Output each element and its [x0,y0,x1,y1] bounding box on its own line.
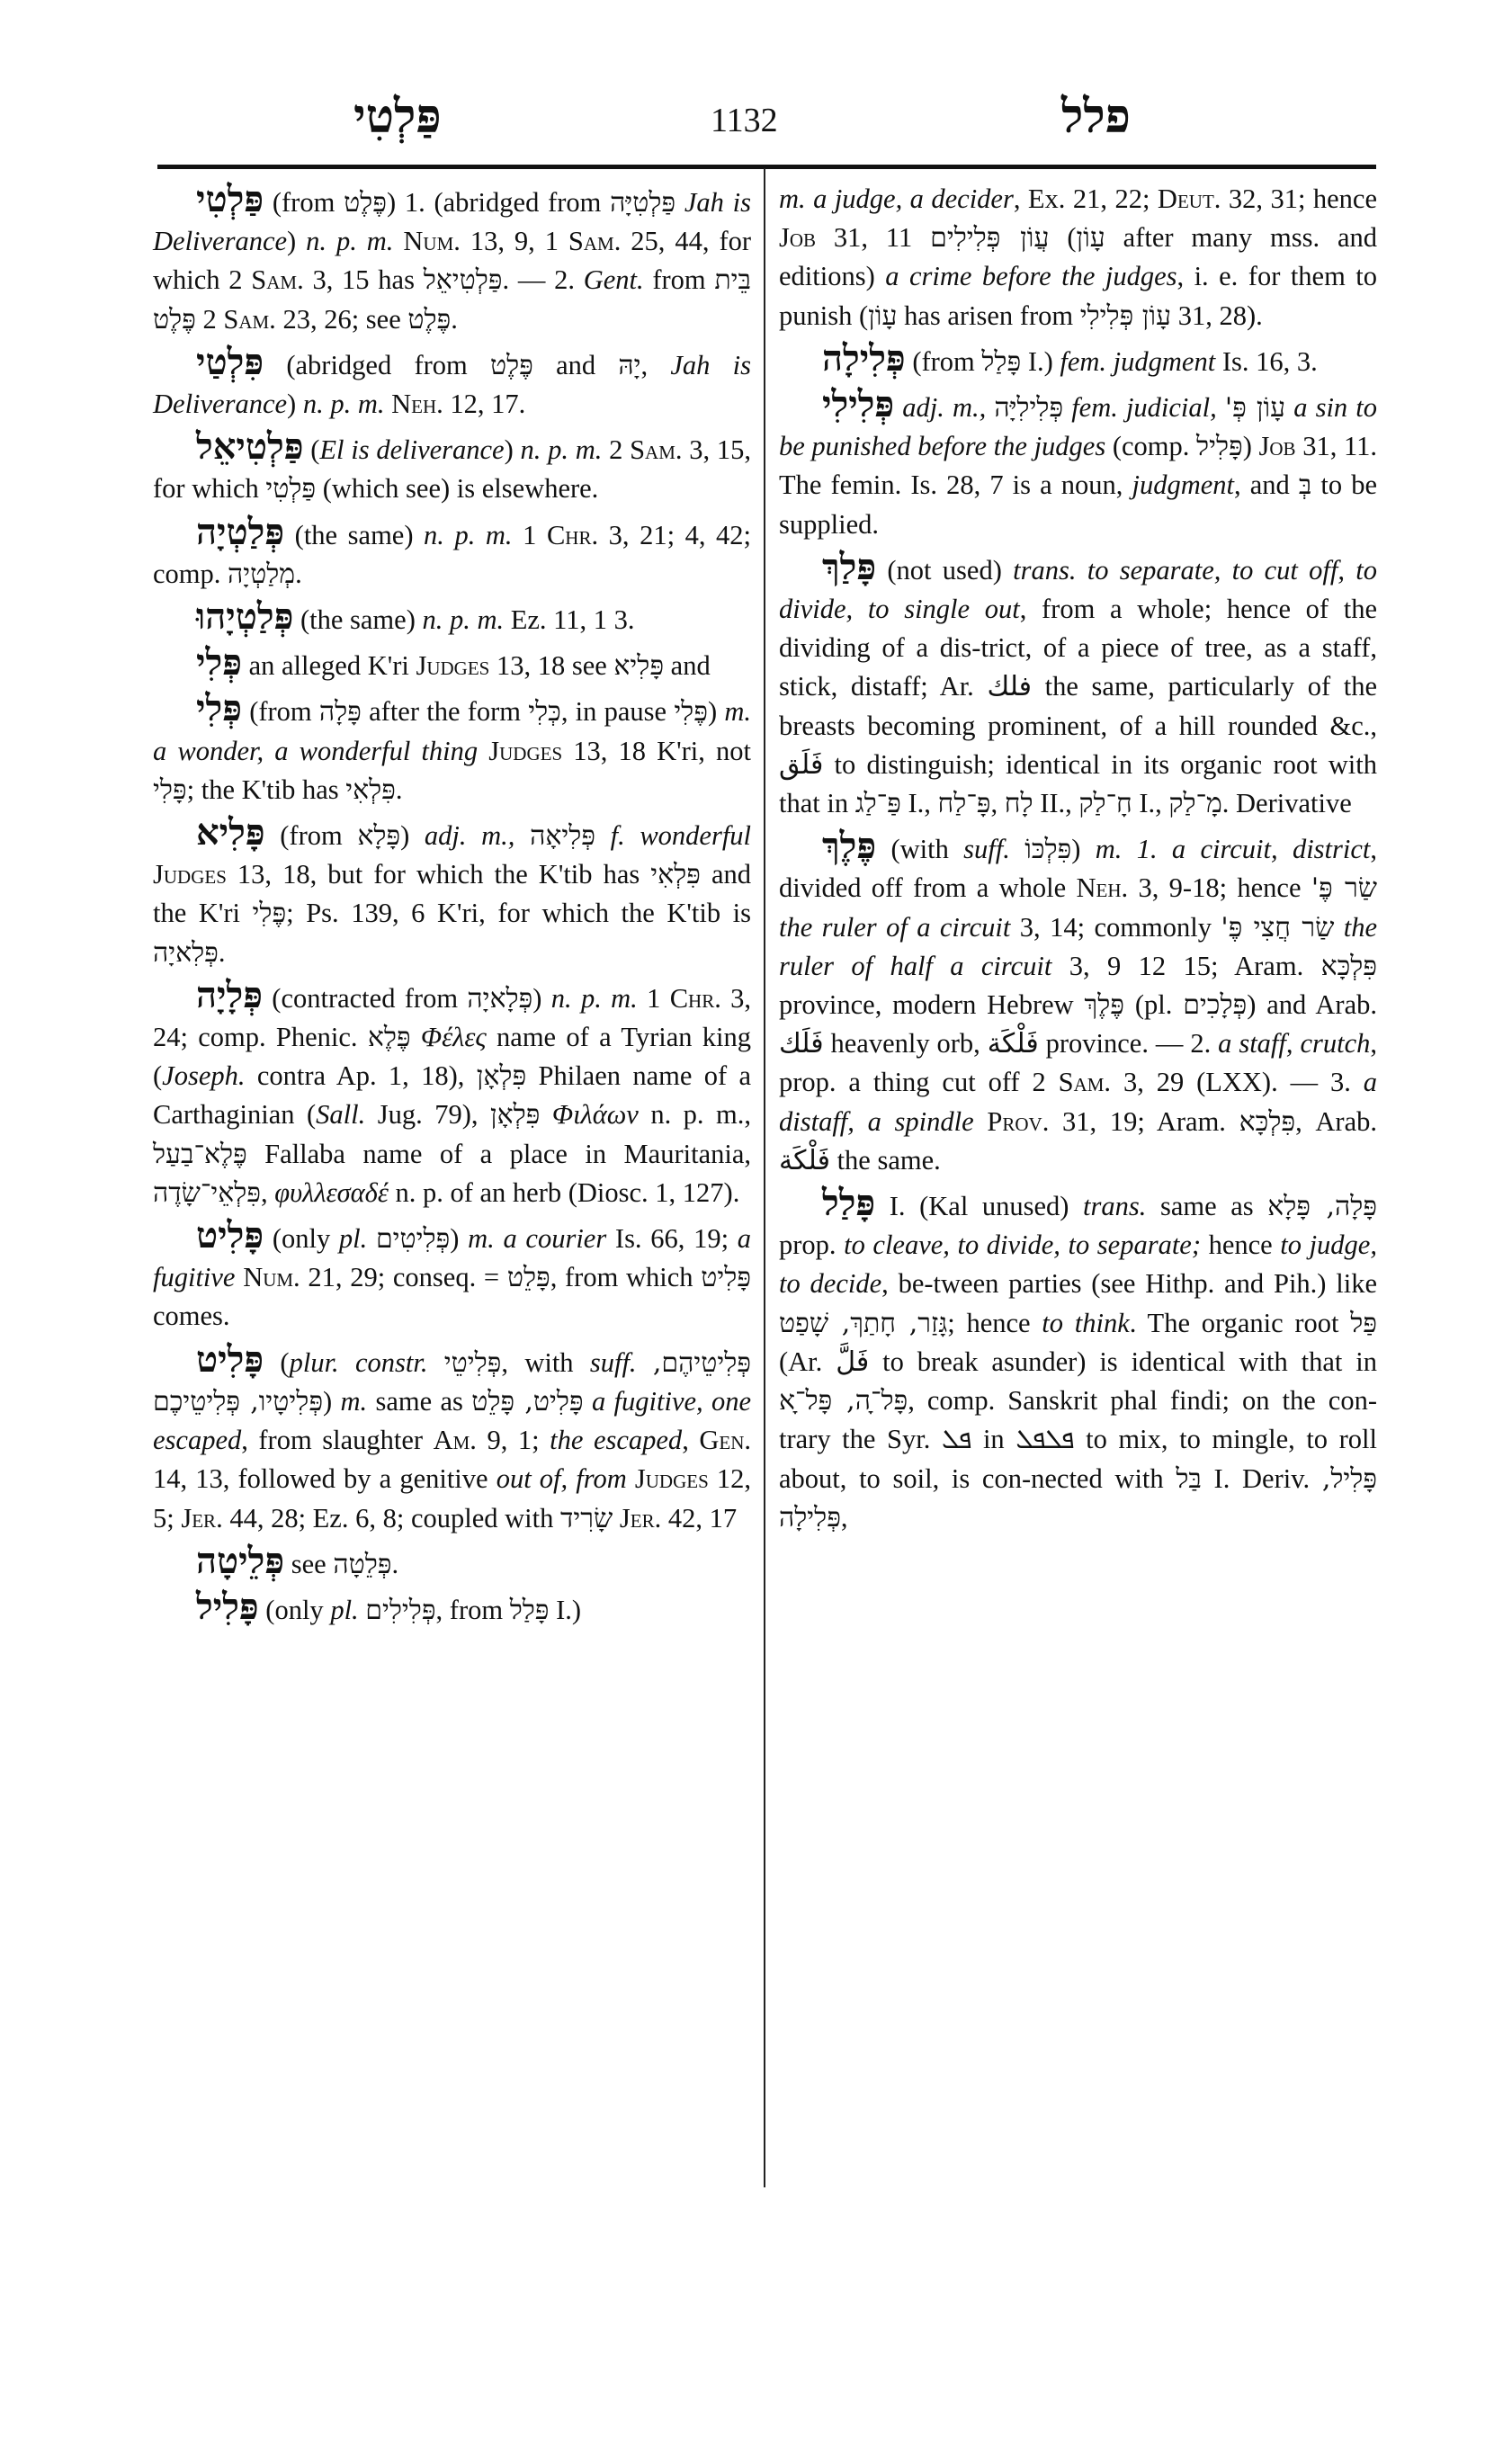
italic-gloss: a staff, crutch [1218,1028,1371,1060]
italic-gloss: n. p. m. [424,519,513,550]
italic-gloss: Jah is Deliverance [153,187,751,257]
italic-gloss: judgment [1132,469,1234,501]
italic-gloss: m. a judge, a decider [779,183,1014,214]
hebrew-word: פְּלִיטֵי [443,1346,502,1379]
hebrew-word: פֶּלֶךְ [1084,989,1125,1022]
italic-gloss: fem. judicial, [1071,392,1217,424]
hebrew-word: פֶּלֶט [344,187,387,219]
hebrew-word: עָוֹן פְּלִילִי [1079,300,1172,332]
italic-gloss: Jah is Deliverance [153,349,751,420]
italic-gloss: adj. m., [424,820,515,852]
hebrew-word: חָ־לַק [1078,788,1132,820]
hebrew-word: פַּלְטִיאֵל [423,264,503,297]
dictionary-entry: פְּלִי (from פָּלָה after the form כְּלִי, in pause פֶּלִי) m. a wonder, a wonderful thing Judges 13, 18 K'ri, not פָּלִי; the K'tib has פִּלְאִי. [153,687,752,806]
italic-gloss: trans. to separate, to cut off, to divide, to single out [779,554,1377,625]
book-reference: Sam. [568,226,622,257]
headword: פָּלִיא [196,811,265,854]
hebrew-word: פִּלְכָּא [1320,950,1377,982]
headword: פִּלְטַי [196,340,264,383]
dictionary-entry: פָּלִיא (from פָּלָא) adj. m., פְּלִיאָה f. wonderful Judges 13, 18, but for which the K'tib has פִּלְאִי and the K'ri פֶּלִי; Ps. 139, 6 K'ri, for which the K'tib is פְּלִאיָה. [153,811,752,969]
hebrew-word: פֶּלֶט [407,303,452,335]
hebrew-word: לָח [1004,788,1033,820]
hebrew-word: פִּלְאִי [345,773,396,806]
italic-gloss: plur. constr. [289,1346,428,1378]
dictionary-entry: פְּלָיָה (contracted from פְּלָאיָה) n. p. m. 1 Chr. 3, 24; comp. Phenic. פֶּלֶא Φέλες name of a Tyrian king (Joseph. contra Ap. 1, 18), פִּלְאָן Philaen name of a Carthaginian (Sall. Jug. 79), פִּלְאָן Φιλάων n. p. m., פֶּלֶא־בַעַל Fallaba name of a place in Mauritania, פִּלְאֵי־שָׂדֶה, φυλλεσαδέ n. p. of an herb (Diosc. 1, 127). [153,973,752,1209]
hebrew-word: פָּלָא [357,820,401,853]
hebrew-word: פִּלְאָן [476,1060,527,1093]
book-reference: Judges [153,859,227,890]
headword: פָּלַל [822,1182,876,1225]
dictionary-entry: פָּלַל I. (Kal unused) trans. same as פָּלָה, פָּלָא prop. to cleave, to divide, to separate; hence to judge, to decide, be-tween parties (see Hithp. and Pih.) like גָּזַר, חָתַךְ, שָׁפַט; hence to think. The organic root פַּל (Ar. فَلَّ to break asunder) is identical with that in פָּל־ָה, פָּל־ָא, comp. Sanskrit phal findi; on the con-trary the Syr. ܦܠ in ܦܠܦܠ to mix, to mingle, to roll about, to soil, is con-nected with בַּל I. Deriv. פָּלִיל, פְּלִילָה, [779,1182,1378,1533]
book-reference: Num. [403,226,461,257]
hebrew-word: פִּלְאֵי־שָׂדֶה [153,1176,262,1209]
hebrew-word: מְלַטְיָה [228,558,296,590]
hebrew-word: עָוֹן [868,300,898,332]
headword: פְּלִי [196,687,242,730]
dictionary-entry: פָּלִיט (only pl. פְּלִיטִים) m. a courier Is. 66, 19; a fugitive Num. 21, 29; conseq. = פָּלֵט, from which פָּלִיט comes. [153,1214,752,1332]
hebrew-word: פָּלִי [153,773,187,806]
hebrew-word: פִּלְאִי [650,859,701,891]
hebrew-word: פִּלְאָן [489,1099,541,1131]
italic-gloss: to cleave, to divide, to separate; [844,1229,1202,1261]
book-reference: Chr. [669,982,721,1014]
italic-gloss: the ruler of half a circuit [779,911,1377,981]
hebrew-word: פַּל [1350,1307,1377,1339]
hebrew-word: עָוֹן פְּ' [1224,392,1286,425]
italic-gloss: suff. [589,1346,637,1378]
italic-gloss: a crime before the judges [885,261,1177,292]
book-reference: Job [1258,431,1296,462]
book-reference: Sam. [223,303,276,335]
arabic-word: فَلْكَة [779,1144,830,1176]
left-column [153,180,751,1633]
book-reference: Gen. [699,1425,752,1456]
header-rule [157,165,1376,169]
hebrew-word: כְּלִי [528,696,561,729]
dictionary-entry: פַּלְטִיאֵל (El is deliverance) n. p. m. 2 Sam. 3, 15, for which פַּלְטִי (which see) is elsewhere. [153,425,751,505]
italic-gloss: a fugitive, one escaped [153,1385,752,1456]
hebrew-word: פְּלִיטֵיהֶם, פְּלִיטָיו, פְּלִיטֵיכֶם [153,1346,751,1417]
headword: פְּלֵיטָה [196,1539,285,1582]
italic-gloss: out of, from [496,1463,627,1495]
headword: פְּלָיָה [196,973,263,1016]
italic-gloss: f. wonderful [610,820,752,852]
column-divider [764,168,765,2187]
dictionary-entry: פָּלִיל (only pl. פְּלִילִים, from פָּלַל I.) [196,1585,582,1628]
dictionary-entry: פָּלַךְ (not used) trans. to separate, to cut off, to divide, to single out, from a whole; hence of the dividing of a dis-trict, of a piece of tree, as a staff, stick, distaff; Ar. فلك the same, particularly of the breasts becoming prominent, of a hill rounded &c., فَلَق to distinguish; identical in its organic root with that in פַּ־לַג I., פָּ־לַח, לָח II., חָ־לַק I., מָ־לַק. Derivative [779,545,1377,820]
hebrew-word: גָּזַר, חָתַךְ, שָׁפַט [779,1307,948,1339]
right-guide-word: פלל [1061,89,1131,144]
book-reference: Jer. [181,1502,223,1533]
right-column [779,180,1377,1541]
hebrew-word: פָּלַל [981,345,1022,378]
headword: פָּלִיל [196,1585,259,1628]
headword: פָּלִיט [196,1214,264,1257]
hebrew-word: פַּלְטִיָּה [610,187,676,219]
hebrew-word: פָּלִיל [1196,431,1243,463]
hebrew-word: פְּלִיאָה [530,820,595,853]
italic-gloss: n. p. m. [550,982,638,1014]
page-number: 1132 [711,102,778,139]
book-reference: Sam. [630,434,683,466]
arabic-word: فَلَّ [836,1346,870,1378]
italic-gloss: m. a courier [468,1223,607,1255]
hebrew-word: פָּלִיא [613,650,665,683]
hebrew-word: בַּל [1176,1462,1202,1495]
hebrew-word: פַּ־לַג [854,788,901,820]
italic-gloss: the escaped [550,1425,683,1456]
hebrew-word: שָׂרִיד [559,1502,613,1534]
italic-gloss: suff. [963,834,1010,865]
hebrew-word: פֶּלִי [252,898,287,930]
arabic-word: فَلْكَة [987,1028,1039,1060]
hebrew-word: פִּלְכָּא [1239,1105,1296,1138]
book-reference: Jer. [619,1502,662,1533]
italic-gloss: n. p. m. [306,226,394,257]
hebrew-word: פַּלְטִי [265,473,317,505]
hebrew-word: יָהּ [618,349,641,381]
italic-gloss: Gent. [583,264,644,296]
arabic-word: ܦܠܦܠ [1015,1424,1075,1456]
dictionary-entry: פַּלְטִי (from פֶּלֶט) 1. (abridged from פַּלְטִיָּה Jah is Deliverance) n. p. m. Num. 13, 9, 1 Sam. 25, 44, for which 2 Sam. 3, 15 has פַּלְטִיאֵל. — 2. Gent. from בֵּית פֶּלֶט 2 Sam. 23, 26; see פֶּלֶט. [153,178,752,335]
headword: פַּלְטִיאֵל [196,425,304,469]
hebrew-word: פְּלִאיָה [153,936,219,969]
dictionary-entry-continued: m. a judge, a decider, Ex. 21, 22; Deut. 32, 31; hence Job 31, 11 עֲוֹן פְּלִילִים (עָוֹן after many mss. and editions) a crime before the judges, i. e. for them to punish (עָוֹן has arisen from עָוֹן פְּלִילִי 31, 28). [779,183,1377,332]
hebrew-word: פְּלִילִיָּה [994,392,1064,425]
book-reference: Neh. [391,389,443,420]
italic-gloss: the ruler of a circuit [779,911,1011,943]
hebrew-word: פְּלִילִים [365,1594,436,1626]
hebrew-word: פְּלֵטָה [333,1548,392,1580]
italic-gloss: Φέλες [420,1022,487,1053]
dictionary-entry: פְּלִילָה (from פָּלַל I.) fem. judgment Is. 16, 3. [822,336,1318,380]
dictionary-entry: פִּלְטַי (abridged from פֶּלֶט and יָהּ, Jah is Deliverance) n. p. m. Neh. 12, 17. [153,340,751,420]
headword: פָּלַךְ [822,545,877,588]
italic-gloss: pl. [330,1594,359,1625]
hebrew-word: פֶּלֶט [489,349,533,381]
italic-gloss: Φιλάων [551,1099,639,1131]
italic-gloss: a fugitive [153,1223,751,1293]
hebrew-word: פָּלַל [509,1594,550,1626]
book-reference: Judges [416,650,490,682]
book-reference: Neh. [1076,872,1129,904]
hebrew-word: מָ־לַק [1168,788,1222,820]
hebrew-word: פָּלִיט, פָּלֵט [471,1385,584,1417]
italic-gloss: Sall. [316,1099,366,1131]
dictionary-entry: פְּלֵיטָה see פְּלֵטָה. [196,1539,399,1582]
headword: פְּלַטְיָה [196,510,285,553]
italic-gloss: φυλλεσαδέ [274,1176,389,1208]
left-guide-word: פַּלְטִי [353,89,442,144]
book-reference: Prov. [987,1105,1050,1137]
running-header [157,85,1376,148]
hebrew-word: פָּלָה [318,696,362,729]
hebrew-word: פְּלָאיָה [467,982,533,1015]
italic-gloss: m. a wonder, a wonderful thing [153,696,751,766]
italic-gloss: m. 1. a circuit, district [1095,834,1371,865]
book-reference: Job [779,222,817,254]
hebrew-word: עֲוֹן פְּלִילִים [930,222,1050,255]
book-reference: Am. [433,1425,477,1456]
italic-gloss: m. [340,1385,368,1417]
dictionary-entry: פָּלִיט (plur. constr. פְּלִיטֵי, with suff. פְּלִיטֵיהֶם, פְּלִיטָיו, פְּלִיטֵיכֶם) m. same as פָּלִיט, פָּלֵט a fugitive, one escaped, from slaughter Am. 9, 1; the escaped, Gen. 14, 13, followed by a genitive out of, from Judges 12, 5; Jer. 44, 28; Ez. 6, 8; coupled with שָׂרִיד Jer. 42, 17 [153,1337,752,1534]
italic-gloss: a distaff, a spindle [779,1067,1378,1137]
headword: פְּלִילָה [822,336,906,380]
headword: פָּלִיט [196,1337,264,1381]
dictionary-entry: פְּלַטְיָה (the same) n. p. m. 1 Chr. 3, 21; 4, 42; comp. מְלַטְיָה. [153,510,752,590]
hebrew-word: פְּלָכִים [1183,989,1248,1022]
italic-gloss: a sin to be punished before the judges [779,392,1377,462]
hebrew-word: פְּלִיטִים [375,1223,451,1256]
book-reference: Sam. [251,264,304,296]
italic-gloss: to judge, to decide [779,1229,1377,1300]
hebrew-word: פָּלָה, פָּלָא [1267,1191,1377,1223]
italic-gloss: to think [1042,1307,1130,1338]
italic-gloss: adj. m., [902,392,987,424]
book-reference: Deut. [1157,183,1221,214]
italic-gloss: n. p. m. [520,434,603,466]
hebrew-word: בֵּית פֶּלֶט [153,264,751,335]
hebrew-word: פֶּלֶא [367,1022,411,1054]
hebrew-word: פֶּלֶא־בַעַל [153,1138,247,1170]
italic-gloss: fem. judgment [1060,345,1216,377]
book-reference: Chr. [546,519,599,550]
italic-gloss: pl. [338,1223,368,1255]
hebrew-word: פָּלִיל, פְּלִילָה [779,1462,1377,1533]
book-reference: Num. [243,1262,300,1293]
dictionary-entry: פְּלַטְיָהוּ (the same) n. p. m. Ez. 11, 1 3. [196,595,635,639]
italic-gloss: Joseph. [162,1060,246,1092]
italic-gloss: trans. [1083,1191,1147,1222]
italic-gloss: n. p. m. [302,389,385,420]
hebrew-word: פִּלְכּוֹ [1024,834,1072,866]
arabic-word: ܦܠ [941,1424,972,1456]
hebrew-word: שַׂר פֶּ' [1311,872,1377,905]
italic-gloss: El is deliverance [319,434,505,466]
headword: פְּלִילִי [822,383,895,426]
hebrew-word: עָוֹן [1076,222,1105,255]
italic-gloss: n. p. m. [422,604,505,636]
book-reference: Judges [634,1463,709,1495]
headword: פְּלִי [196,641,242,684]
hebrew-word: פָּלֵט [506,1262,550,1294]
hebrew-word: פָּל־ָה, פָּל־ָא [779,1385,908,1417]
dictionary-entry: פְּלִי an alleged K'ri Judges 13, 18 see פָּלִיא and [196,641,711,684]
book-reference: Judges [488,735,563,766]
dictionary-entry: פֶּלֶךְ (with suff. פִּלְכּוֹ) m. 1. a circuit, district, divided off from a whole Neh. 3, 9-18; hence שַׂר פֶּ' the ruler of a circuit 3, 14; commonly שַׂר חֲצִי פֶּ' the ruler of half a circuit 3, 9 12 15; Aram. פִּלְכָּא province, modern Hebrew פֶּלֶךְ (pl. פְּלָכִים) and Arab. فَلَك heavenly orb, فَلْكَة province. — 2. a staff, crutch, prop. a thing cut off 2 Sam. 3, 29 (LXX). — 3. a distaff, a spindle Prov. 31, 19; Aram. פִּלְכָּא, Arab. فَلْكَة the same. [779,825,1378,1176]
hebrew-word: בְּ [1298,469,1312,502]
hebrew-word: פָּלִיט [701,1262,752,1294]
arabic-word: فَلَق [779,748,824,781]
hebrew-word: שַׂר חֲצִי פֶּ' [1221,911,1335,943]
arabic-word: فلك [987,671,1032,703]
book-reference: Sam. [1058,1067,1112,1098]
headword: פַּלְטִי [196,178,264,220]
arabic-word: فَلَك [779,1028,824,1060]
hebrew-word: פָּ־לַח [937,788,991,820]
headword: פְּלַטְיָהוּ [196,595,294,639]
dictionary-entry: פְּלִילִי adj. m., פְּלִילִיָּה fem. judicial, עָוֹן פְּ' a sin to be punished before the judges (comp. פָּלִיל) Job 31, 11. The femin. Is. 28, 7 is a noun, judgment, and בְּ to be supplied. [779,383,1378,540]
hebrew-word: פֶּלִי [674,696,708,729]
headword: פֶּלֶךְ [822,825,877,868]
